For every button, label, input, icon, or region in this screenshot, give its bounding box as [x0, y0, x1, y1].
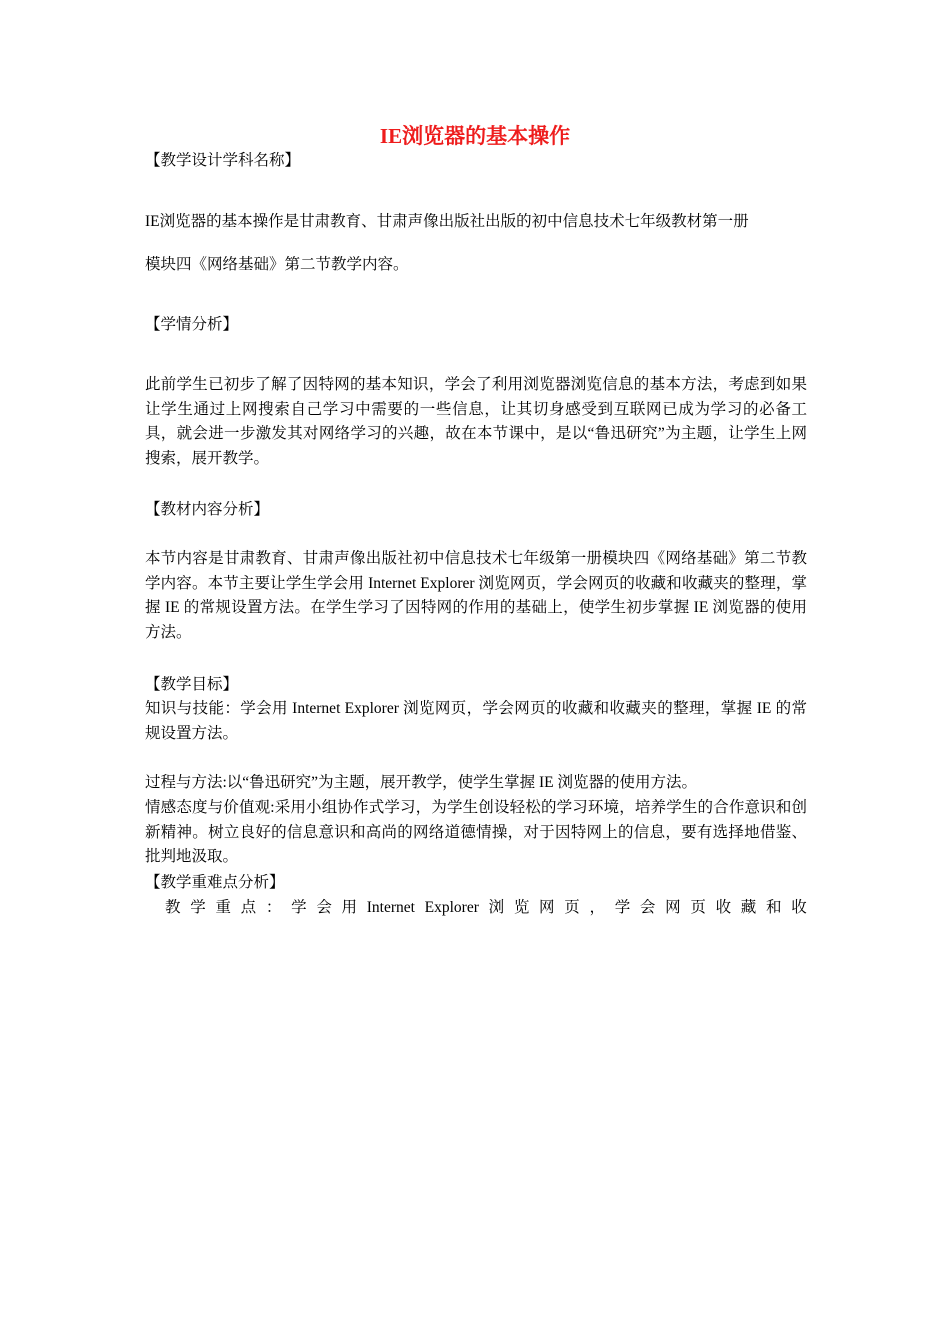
key-token: 浏: [488, 899, 505, 916]
subject-text-line-1: IE浏览器的基本操作是甘肃教育、甘肃声像出版社出版的初中信息技术七年级教材第一册: [145, 213, 749, 230]
key-token: 页: [690, 899, 706, 916]
key-token: 收: [791, 899, 807, 916]
heading-student-analysis: 【学情分析】: [145, 316, 239, 333]
key-token: 点: [240, 899, 257, 916]
goal-process-methods: 过程与方法:以“鲁迅研究”为主题，展开教学，使学生掌握 IE 浏览器的使用方法。: [145, 774, 697, 791]
heading-subject-name: 【教学设计学科名称】: [145, 152, 301, 169]
goal-knowledge-skills: 知识与技能：学会用 Internet Explorer 浏览网页，学会网页的收藏和收藏夹的整理，掌握 IE 的常规设置方法。: [145, 700, 807, 742]
heading-content-analysis: 【教材内容分析】: [145, 501, 270, 518]
key-token: 教: [165, 899, 181, 916]
key-token: 页: [564, 899, 580, 916]
key-token: 网: [665, 899, 681, 916]
goal-emotion-values: 情感态度与价值观:采用小组协作式学习，为学生创设轻松的学习环境，培养学生的合作意识和创新精神。树立良好的信息意识和高尚的网络道德情操，对于因特网上的信息，要有选择地借鉴、批判地汲取。: [145, 799, 807, 865]
key-token: 用: [341, 899, 358, 916]
key-token: 和: [766, 899, 782, 916]
key-token: 藏: [740, 899, 757, 916]
key-token: 学: [614, 899, 631, 916]
key-token: 会: [639, 899, 656, 916]
key-token: 学: [291, 899, 307, 916]
document-title: IE浏览器的基本操作: [379, 124, 571, 148]
heading-key-points: 【教学重难点分析】: [145, 874, 285, 891]
student-analysis-paragraph: 此前学生已初步了解了因特网的基本知识，学会了利用浏览器浏览信息的基本方法，考虑到如果让学生通过上网搜索自己学习中需要的一些信息，让其切身感受到互联网已成为学习的必备工具，就会进一步激发其对网络学习的兴趣，故在本节课中，是以“鲁迅研究”为主题，让学生上网搜索，展开教学。: [145, 376, 807, 467]
subject-text-line-2: 模块四《网络基础》第二节教学内容。: [145, 256, 409, 273]
key-token: 重: [215, 899, 231, 916]
key-token: 会: [316, 899, 332, 916]
content-analysis-paragraph: 本节内容是甘肃教育、甘肃声像出版社初中信息技术七年级第一册模块四《网络基础》第二节教学内容。本节主要让学生学会用 Internet Explorer 浏览网页，学会网页的收藏和收藏夹的整理，掌握 IE 的常规设置方法。在学生学习了因特网的作用的基础上，使学生初步掌握 IE 浏览器的使用方法。: [145, 550, 807, 641]
key-token: Internet: [366, 899, 415, 916]
key-token: Explorer: [424, 899, 479, 916]
key-token: 览: [513, 899, 530, 916]
key-token: ：: [265, 899, 282, 916]
heading-teaching-goals: 【教学目标】: [145, 676, 239, 693]
key-token: 学: [190, 899, 206, 916]
key-points-line: [145, 896, 807, 920]
key-token: ，: [589, 899, 605, 916]
key-token: 网: [539, 899, 555, 916]
key-token: 收: [715, 899, 732, 916]
